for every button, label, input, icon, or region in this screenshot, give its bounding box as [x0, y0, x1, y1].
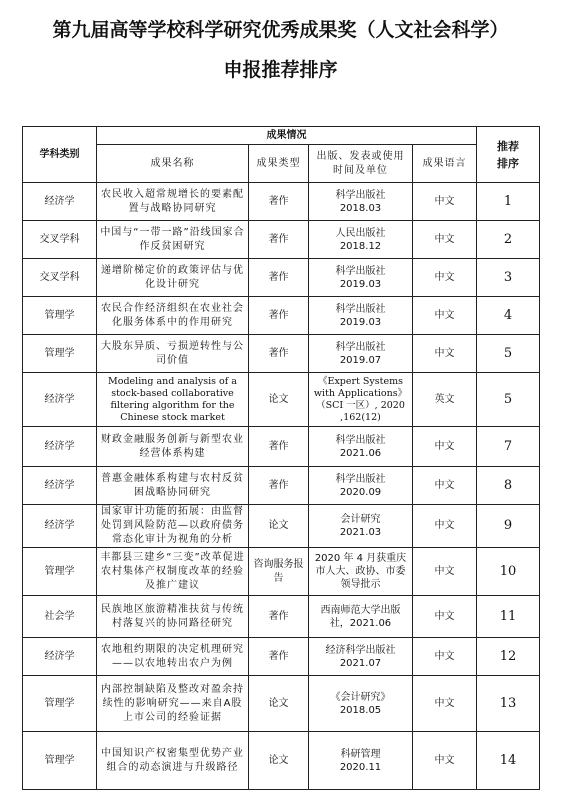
publisher-line: 2018.05 — [339, 704, 382, 716]
cell-achievement-name: 普惠金融体系构建与农村反贫困战略协同研究 — [97, 467, 249, 505]
header-publisher: 出版、发表或使用 时间及单位 — [309, 145, 413, 183]
table-row — [23, 676, 540, 732]
cell-achievement-name: 中国与“一带一路”沿线国家合作反贫困研究 — [97, 221, 249, 259]
cell-achievement-type: 著作 — [249, 335, 309, 373]
cell-achievement-type: 论文 — [249, 732, 309, 790]
cell-rank: 9 — [477, 505, 540, 548]
cell-achievement-type: 论文 — [249, 373, 309, 427]
cell-language: 中文 — [413, 427, 477, 467]
table-row — [23, 183, 540, 221]
publisher-line: 《会计研究》 — [330, 691, 391, 703]
cell-category: 经济学 — [23, 467, 97, 505]
cell-language: 中文 — [413, 638, 477, 676]
cell-achievement-type: 著作 — [249, 596, 309, 638]
publisher-line: 西南师范大学出版社，2021.06 — [320, 604, 401, 629]
publisher-line: 科研管理 — [340, 748, 381, 760]
cell-achievement-name: Modeling and analysis of a stock-based collaborative filtering algorithm for the Chinese stock market — [97, 373, 249, 427]
cell-publisher — [309, 335, 413, 373]
cell-achievement-type: 著作 — [249, 221, 309, 259]
cell-category: 管理学 — [23, 548, 97, 596]
cell-rank: 13 — [477, 676, 540, 732]
cell-language: 中文 — [413, 335, 477, 373]
cell-category: 经济学 — [23, 373, 97, 427]
table-row — [23, 548, 540, 596]
cell-rank: 3 — [477, 259, 540, 297]
cell-publisher — [309, 638, 413, 676]
publisher-line: 科学出版社 — [335, 473, 386, 485]
cell-category: 管理学 — [23, 335, 97, 373]
cell-rank: 8 — [477, 467, 540, 505]
cell-achievement-name: 民族地区旅游精准扶贫与传统村落复兴的协同路径研究 — [97, 596, 249, 638]
cell-achievement-type: 咨询服务报告 — [249, 548, 309, 596]
cell-achievement-type: 著作 — [249, 183, 309, 221]
cell-language: 英文 — [413, 373, 477, 427]
cell-achievement-name: 内部控制缺陷及整改对盈余持续性的影响研究——来自A股上市公司的经验证据 — [97, 676, 249, 732]
cell-publisher — [309, 596, 413, 638]
publisher-line: 科学出版社 — [335, 303, 386, 315]
cell-achievement-name: 国家审计功能的拓展：由监督处罚到风险防范—以政府债务常态化审计为视角的分析 — [97, 505, 249, 548]
cell-language: 中文 — [413, 596, 477, 638]
cell-achievement-name: 农民合作经济组织在农业社会化服务体系中的作用研究 — [97, 297, 249, 335]
publisher-line: 经济科学出版社 — [325, 644, 396, 656]
publisher-line: 《Expert Systems with Applications》（SCI 一区）, 2020 ,162(12) — [313, 375, 408, 423]
cell-publisher — [309, 427, 413, 467]
table-row — [23, 221, 540, 259]
cell-achievement-type: 著作 — [249, 427, 309, 467]
header-name: 成果名称 — [97, 145, 249, 183]
table-row — [23, 638, 540, 676]
header-language: 成果语言 — [413, 145, 477, 183]
publisher-line: 2020 年 4 月获重庆市人大、政协、市委领导批示 — [314, 553, 407, 590]
cell-category: 管理学 — [23, 732, 97, 790]
cell-achievement-type: 著作 — [249, 297, 309, 335]
cell-category: 经济学 — [23, 183, 97, 221]
cell-category: 交叉学科 — [23, 259, 97, 297]
cell-language: 中文 — [413, 467, 477, 505]
publisher-line: 2018.12 — [339, 240, 382, 252]
cell-achievement-name: 农地租约期限的决定机理研究——以农地转出农户为例 — [97, 638, 249, 676]
cell-achievement-name: 中国知识产权密集型优势产业组合的动态演进与升级路径 — [97, 732, 249, 790]
table-row — [23, 427, 540, 467]
cell-language: 中文 — [413, 676, 477, 732]
cell-language: 中文 — [413, 259, 477, 297]
cell-category: 社会学 — [23, 596, 97, 638]
publisher-line: 2021.07 — [339, 657, 382, 669]
cell-publisher — [309, 183, 413, 221]
publisher-line: 科学出版社 — [335, 434, 386, 446]
publisher-line: 2019.07 — [339, 354, 382, 366]
table-row — [23, 732, 540, 790]
cell-rank: 2 — [477, 221, 540, 259]
cell-language: 中文 — [413, 183, 477, 221]
header-type: 成果类型 — [249, 145, 309, 183]
cell-language: 中文 — [413, 548, 477, 596]
cell-achievement-name: 丰都县三建乡“三变”改革促进农村集体产权制度改革的经验及推广建议 — [97, 548, 249, 596]
publisher-line: 科学出版社 — [335, 265, 386, 277]
cell-category: 经济学 — [23, 638, 97, 676]
cell-achievement-type: 著作 — [249, 467, 309, 505]
cell-rank: 5 — [477, 335, 540, 373]
cell-publisher — [309, 373, 413, 427]
cell-achievement-type: 著作 — [249, 638, 309, 676]
cell-achievement-type: 著作 — [249, 259, 309, 297]
cell-publisher — [309, 297, 413, 335]
cell-rank: 10 — [477, 548, 540, 596]
cell-category: 管理学 — [23, 676, 97, 732]
header-achievement-group: 成果情况 — [97, 127, 477, 145]
cell-language: 中文 — [413, 297, 477, 335]
cell-rank: 12 — [477, 638, 540, 676]
table-row — [23, 467, 540, 505]
cell-rank: 4 — [477, 297, 540, 335]
cell-language: 中文 — [413, 732, 477, 790]
cell-achievement-type: 论文 — [249, 505, 309, 548]
cell-rank: 7 — [477, 427, 540, 467]
document-subtitle: 申报推荐排序 — [223, 59, 338, 81]
cell-rank: 14 — [477, 732, 540, 790]
table-row — [23, 596, 540, 638]
cell-publisher — [309, 732, 413, 790]
publisher-line: 2021.03 — [339, 527, 382, 538]
cell-language: 中文 — [413, 505, 477, 548]
publisher-line: 2019.03 — [339, 278, 382, 290]
cell-achievement-name: 财政金融服务创新与新型农业经营体系构建 — [97, 427, 249, 467]
table-row — [23, 505, 540, 548]
cell-rank: 11 — [477, 596, 540, 638]
cell-publisher — [309, 548, 413, 596]
document-title: 第九届高等学校科学研究优秀成果奖（人文社会科学） — [52, 19, 509, 41]
publisher-line: 科学出版社 — [335, 341, 386, 353]
cell-publisher — [309, 221, 413, 259]
publisher-line: 2020.09 — [339, 486, 382, 498]
cell-rank: 1 — [477, 183, 540, 221]
cell-achievement-name: 递增阶梯定价的政策评估与优化设计研究 — [97, 259, 249, 297]
publisher-line: 人民出版社 — [335, 227, 386, 239]
cell-language: 中文 — [413, 221, 477, 259]
cell-achievement-name: 农民收入超常规增长的要素配置与战略协同研究 — [97, 183, 249, 221]
table-row — [23, 373, 540, 427]
cell-achievement-name: 大股东异质、亏损逆转性与公司价值 — [97, 335, 249, 373]
cell-category: 经济学 — [23, 505, 97, 548]
cell-publisher — [309, 505, 413, 548]
table-row — [23, 297, 540, 335]
publisher-line: 2020.11 — [339, 761, 382, 773]
publisher-line: 2021.06 — [339, 447, 382, 459]
cell-publisher — [309, 676, 413, 732]
table-row — [23, 259, 540, 297]
publisher-line: 2018.03 — [339, 202, 382, 214]
header-rank: 推荐 排序 — [477, 127, 540, 183]
publisher-line: 会计研究 — [340, 514, 381, 525]
cell-rank: 5 — [477, 373, 540, 427]
cell-achievement-type: 论文 — [249, 676, 309, 732]
publisher-line: 科学出版社 — [335, 189, 386, 201]
cell-publisher — [309, 259, 413, 297]
cell-category: 交叉学科 — [23, 221, 97, 259]
cell-category: 管理学 — [23, 297, 97, 335]
ranking-table — [22, 126, 540, 790]
table-row — [23, 335, 540, 373]
header-category: 学科类别 — [23, 127, 97, 183]
cell-publisher — [309, 467, 413, 505]
cell-category: 经济学 — [23, 427, 97, 467]
publisher-line: 2019.03 — [339, 316, 382, 328]
